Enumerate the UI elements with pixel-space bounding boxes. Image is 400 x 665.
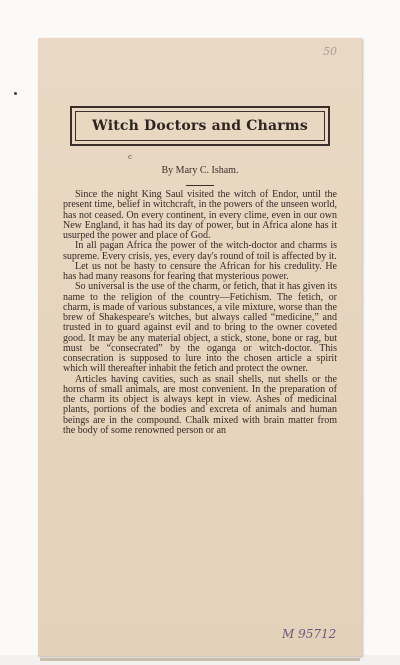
dust-speck [14,92,17,95]
next-page-edge [40,658,360,661]
handwritten-catalog-number: M 95712 [282,627,337,641]
paragraph: So universal is the use of the charm, or fetich, that it has given its name to the religion of the country—Fetichism. The fetich, or charm, is made of various substances, a vile mixture, worse than the brew of Shakespeare's witches, but always called “medicine,” and trusted in to guard against evil and to bring to the owner coveted good. It may be any material object, a stick, stone, bone or rag, but must be “consecrated” by the oganga or witch-doctor. This consecration is supposed to lure into the chosen article a spirit which will thereafter inhabit the fetich and protect the owner. [63,281,337,375]
document-title: Witch Doctors and Charms [92,118,308,134]
title-frame [70,106,330,146]
paragraph: In all pagan Africa the power of the witch-doctor and charms is supreme. Every crisis, yes, every day's round of toil is affected by it. [63,240,337,262]
paragraph: Since the night King Saul visited the witch of Endor, until the present time, belief in witchcraft, in the powers of the unseen world, has not ceased. On every continent, in every clime, even in our own New England, it has had its day of power, but in Africa alone has it usurped the power and place of God. [63,189,337,241]
byline-rule [186,185,214,186]
paragraph: Let us not be hasty to censure the African for his credulity. He has had many reasons for fearing that mysterious power. [63,260,337,282]
article-body [63,190,337,436]
paragraph: Articles having cavities, such as snail shells, nut shells or the horns of small animals, are most convenient. In the preparation of the charm its object is always kept in view. Ashes of medicinal plants, portions of the bodies and excreta of animals and human beings are in the compound. Chalk mixed with brain matter from the body of some renowned person or an [63,373,337,436]
author-byline: By Mary C. Isham. [161,165,239,176]
small-print-mark: c [128,153,132,161]
title-frame-inner [75,111,325,141]
pencil-corner-mark: 50 [323,45,337,58]
